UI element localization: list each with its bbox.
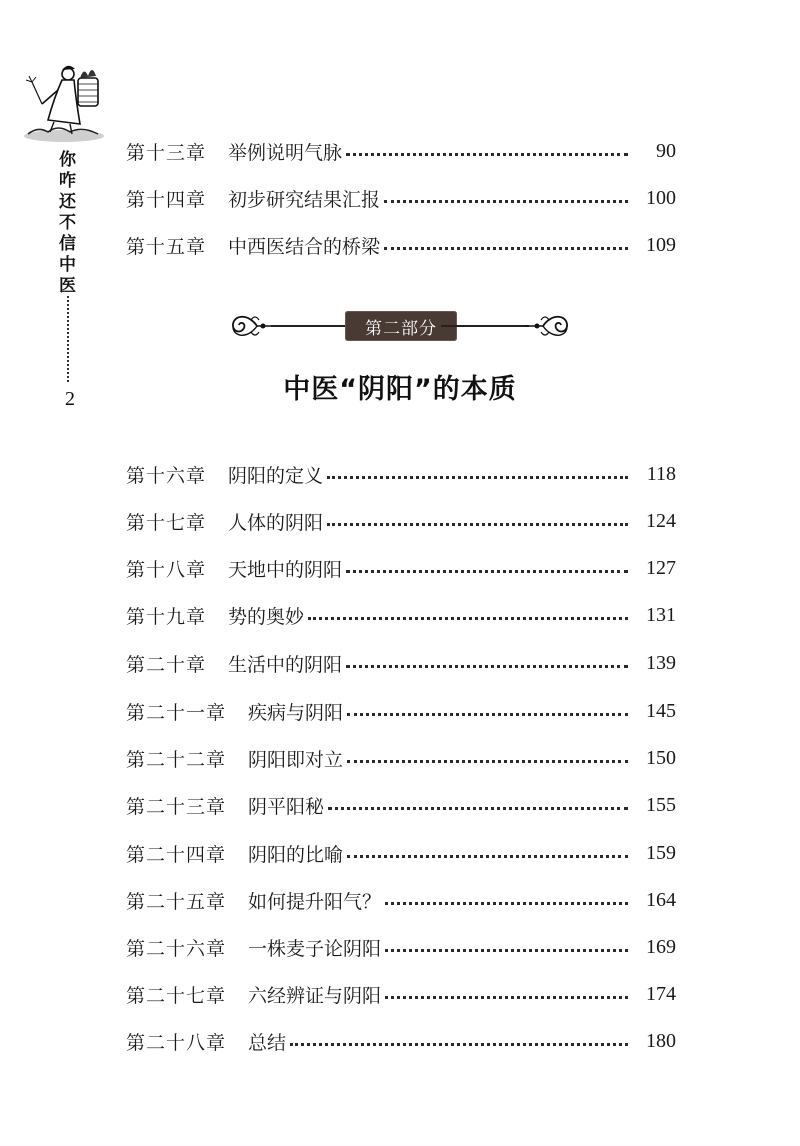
- toc-entry[interactable]: [126, 506, 676, 536]
- toc-entry[interactable]: [126, 648, 676, 678]
- dot-leader: [347, 760, 628, 763]
- toc-entry[interactable]: [126, 600, 676, 630]
- toc-entry[interactable]: [126, 459, 676, 489]
- toc-chapter-number: 第十五章: [126, 235, 207, 258]
- toc-chapter-number: 第十八章: [126, 558, 207, 581]
- toc-page-number: 139: [646, 651, 676, 674]
- toc-entry[interactable]: [126, 838, 676, 868]
- dot-leader: [346, 570, 628, 573]
- scroll-ornament-icon: [523, 310, 573, 342]
- part-banner: [225, 308, 575, 344]
- herbalist-illustration: [18, 60, 110, 144]
- toc-page-number: 100: [646, 186, 676, 209]
- toc-chapter-title: 六经辨证与阴阳: [248, 984, 382, 1007]
- dot-leader: [308, 617, 628, 620]
- dot-leader: [328, 807, 628, 810]
- toc-page-number: 127: [646, 556, 676, 579]
- toc-entry[interactable]: [126, 1026, 676, 1056]
- toc-page-number: 164: [646, 888, 676, 911]
- toc-chapter-title: 一株麦子论阴阳: [248, 937, 382, 960]
- toc-entry[interactable]: [126, 553, 676, 583]
- toc-chapter-number: 第二十六章: [126, 937, 227, 960]
- dot-leader: [290, 1043, 628, 1046]
- toc-entry[interactable]: [126, 743, 676, 773]
- toc-chapter-number: 第十七章: [126, 511, 207, 534]
- toc-chapter-number: 第十六章: [126, 464, 207, 487]
- toc-entry[interactable]: [126, 885, 676, 915]
- toc-page-number: 145: [646, 699, 676, 722]
- toc-page-number: 150: [646, 746, 676, 769]
- toc-page-number: 90: [656, 139, 676, 162]
- toc-chapter-title: 举例说明气脉: [228, 141, 343, 164]
- toc-chapter-number: 第二十章: [126, 653, 207, 676]
- dot-leader: [347, 855, 628, 858]
- toc-page-number: 174: [646, 982, 676, 1005]
- toc-chapter-title: 阴平阳秘: [248, 795, 325, 818]
- toc-chapter-number: 第二十七章: [126, 984, 227, 1007]
- dot-leader: [384, 200, 628, 203]
- toc-entry[interactable]: [126, 932, 676, 962]
- toc-chapter-title: 疾病与阴阳: [248, 701, 344, 724]
- toc-entry[interactable]: [126, 183, 676, 213]
- toc-page-number: 124: [646, 509, 676, 532]
- toc-chapter-title: 人体的阴阳: [228, 511, 324, 534]
- toc-page-number: 118: [646, 462, 676, 485]
- toc-chapter-title: 阴阳的比喻: [248, 843, 344, 866]
- toc-entry[interactable]: [126, 230, 676, 260]
- scroll-ornament-icon: [227, 310, 277, 342]
- toc-chapter-title: 中西医结合的桥梁: [228, 235, 381, 258]
- toc-entry[interactable]: [126, 136, 676, 166]
- toc-chapter-title: 阴阳的定义: [228, 464, 324, 487]
- dot-leader: [385, 902, 628, 905]
- banner-rule-right: [441, 325, 529, 327]
- toc-chapter-number: 第二十八章: [126, 1031, 227, 1054]
- page-number: 2: [65, 388, 75, 410]
- toc-chapter-number: 第二十二章: [126, 748, 227, 771]
- toc-chapter-number: 第二十三章: [126, 795, 227, 818]
- toc-page-number: 180: [646, 1029, 676, 1052]
- dot-leader: [385, 996, 628, 999]
- toc-entry[interactable]: [126, 696, 676, 726]
- toc-chapter-number: 第二十一章: [126, 701, 227, 724]
- dot-leader: [327, 476, 628, 479]
- toc-chapter-number: 第二十五章: [126, 890, 227, 913]
- toc-entry[interactable]: [126, 979, 676, 1009]
- toc-page-number: 159: [646, 841, 676, 864]
- toc-chapter-title: 天地中的阴阳: [228, 558, 343, 581]
- dot-leader: [346, 153, 628, 156]
- toc-page-number: 131: [646, 603, 676, 626]
- dot-leader: [347, 713, 628, 716]
- dot-leader: [327, 523, 628, 526]
- toc-page-number: 155: [646, 793, 676, 816]
- toc-chapter-number: 第十三章: [126, 141, 207, 164]
- toc-chapter-title: 势的奥妙: [228, 605, 305, 628]
- dot-leader: [384, 247, 628, 250]
- toc-page-number: 109: [646, 233, 676, 256]
- toc-chapter-number: 第十九章: [126, 605, 207, 628]
- part-title: 中医“阴阳”的本质: [283, 374, 517, 405]
- toc-chapter-number: 第十四章: [126, 188, 207, 211]
- dot-leader: [385, 949, 628, 952]
- part-label: 第二部分: [345, 311, 457, 341]
- toc-chapter-title: 总结: [248, 1031, 287, 1054]
- running-book-title: 你咋还不信中医: [55, 150, 75, 297]
- toc-entry[interactable]: [126, 790, 676, 820]
- dot-leader: [346, 665, 628, 668]
- toc-chapter-title: 生活中的阴阳: [228, 653, 343, 676]
- toc-chapter-number: 第二十四章: [126, 843, 227, 866]
- toc-chapter-title: 如何提升阳气？: [248, 890, 382, 913]
- toc-chapter-title: 初步研究结果汇报: [228, 188, 381, 211]
- toc-page-number: 169: [646, 935, 676, 958]
- toc-chapter-title: 阴阳即对立: [248, 748, 344, 771]
